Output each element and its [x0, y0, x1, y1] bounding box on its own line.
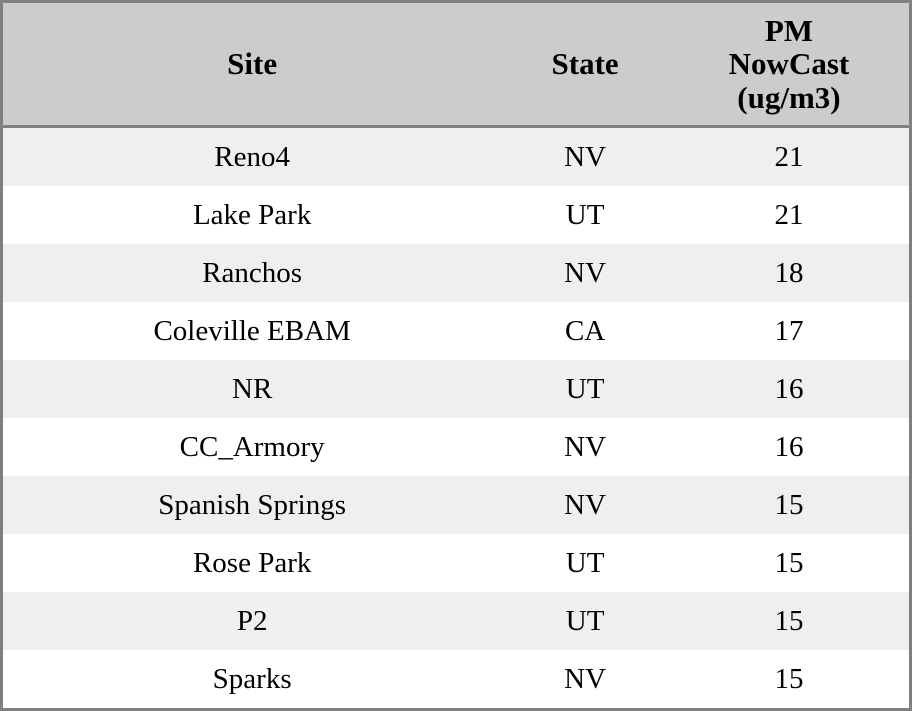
- cell-state: NV: [564, 662, 607, 695]
- column-header-pm-nowcast-line-1: PM: [764, 12, 814, 48]
- cell-state: UT: [565, 198, 605, 231]
- column-header-state: [501, 3, 669, 127]
- column-header-pm-nowcast: [669, 3, 909, 127]
- table-body: [3, 127, 909, 709]
- cell-value: 21: [774, 198, 804, 231]
- cell-state: UT: [565, 604, 605, 637]
- cell-state: NV: [564, 430, 607, 463]
- cell-site: Rose Park: [192, 546, 312, 579]
- table-row: [3, 650, 909, 708]
- cell-value: 16: [774, 372, 804, 405]
- cell-value: 17: [774, 314, 804, 347]
- cell-value: 15: [774, 662, 804, 695]
- cell-value: 15: [774, 604, 804, 637]
- table-row: [3, 418, 909, 476]
- cell-state: NV: [564, 140, 607, 173]
- table-row: [3, 302, 909, 360]
- column-header-state-line-1: State: [551, 46, 619, 82]
- cell-value: 15: [774, 488, 804, 521]
- cell-site: Ranchos: [202, 256, 303, 289]
- cell-value: 18: [774, 256, 804, 289]
- column-header-site-line-1: Site: [227, 46, 278, 82]
- cell-state: CA: [564, 314, 606, 347]
- table-row: [3, 127, 909, 187]
- cell-value: 16: [774, 430, 804, 463]
- cell-site: NR: [232, 372, 273, 405]
- column-header-pm-nowcast-line-2: NowCast: [728, 46, 850, 82]
- table-row: [3, 534, 909, 592]
- cell-state: UT: [565, 546, 605, 579]
- table-row: [3, 592, 909, 650]
- cell-value: 21: [774, 140, 804, 173]
- cell-state: NV: [564, 488, 607, 521]
- column-header-site: [3, 3, 501, 127]
- column-header-pm-nowcast-line-3: (ug/m3): [737, 79, 841, 115]
- table-row: [3, 244, 909, 302]
- table-row: [3, 360, 909, 418]
- cell-site: Reno4: [214, 140, 290, 173]
- cell-site: Sparks: [212, 662, 292, 695]
- air-quality-table: [3, 3, 909, 708]
- cell-site: P2: [236, 604, 268, 637]
- cell-site: Coleville EBAM: [153, 314, 351, 347]
- cell-value: 15: [774, 546, 804, 579]
- cell-state: NV: [564, 256, 607, 289]
- table-header-row: [3, 3, 909, 127]
- table-header: [3, 3, 909, 127]
- table-row: [3, 476, 909, 534]
- table-row: [3, 186, 909, 244]
- cell-site: Lake Park: [192, 198, 312, 231]
- cell-site: Spanish Springs: [158, 488, 347, 521]
- cell-state: UT: [565, 372, 605, 405]
- cell-site: CC_Armory: [179, 430, 325, 463]
